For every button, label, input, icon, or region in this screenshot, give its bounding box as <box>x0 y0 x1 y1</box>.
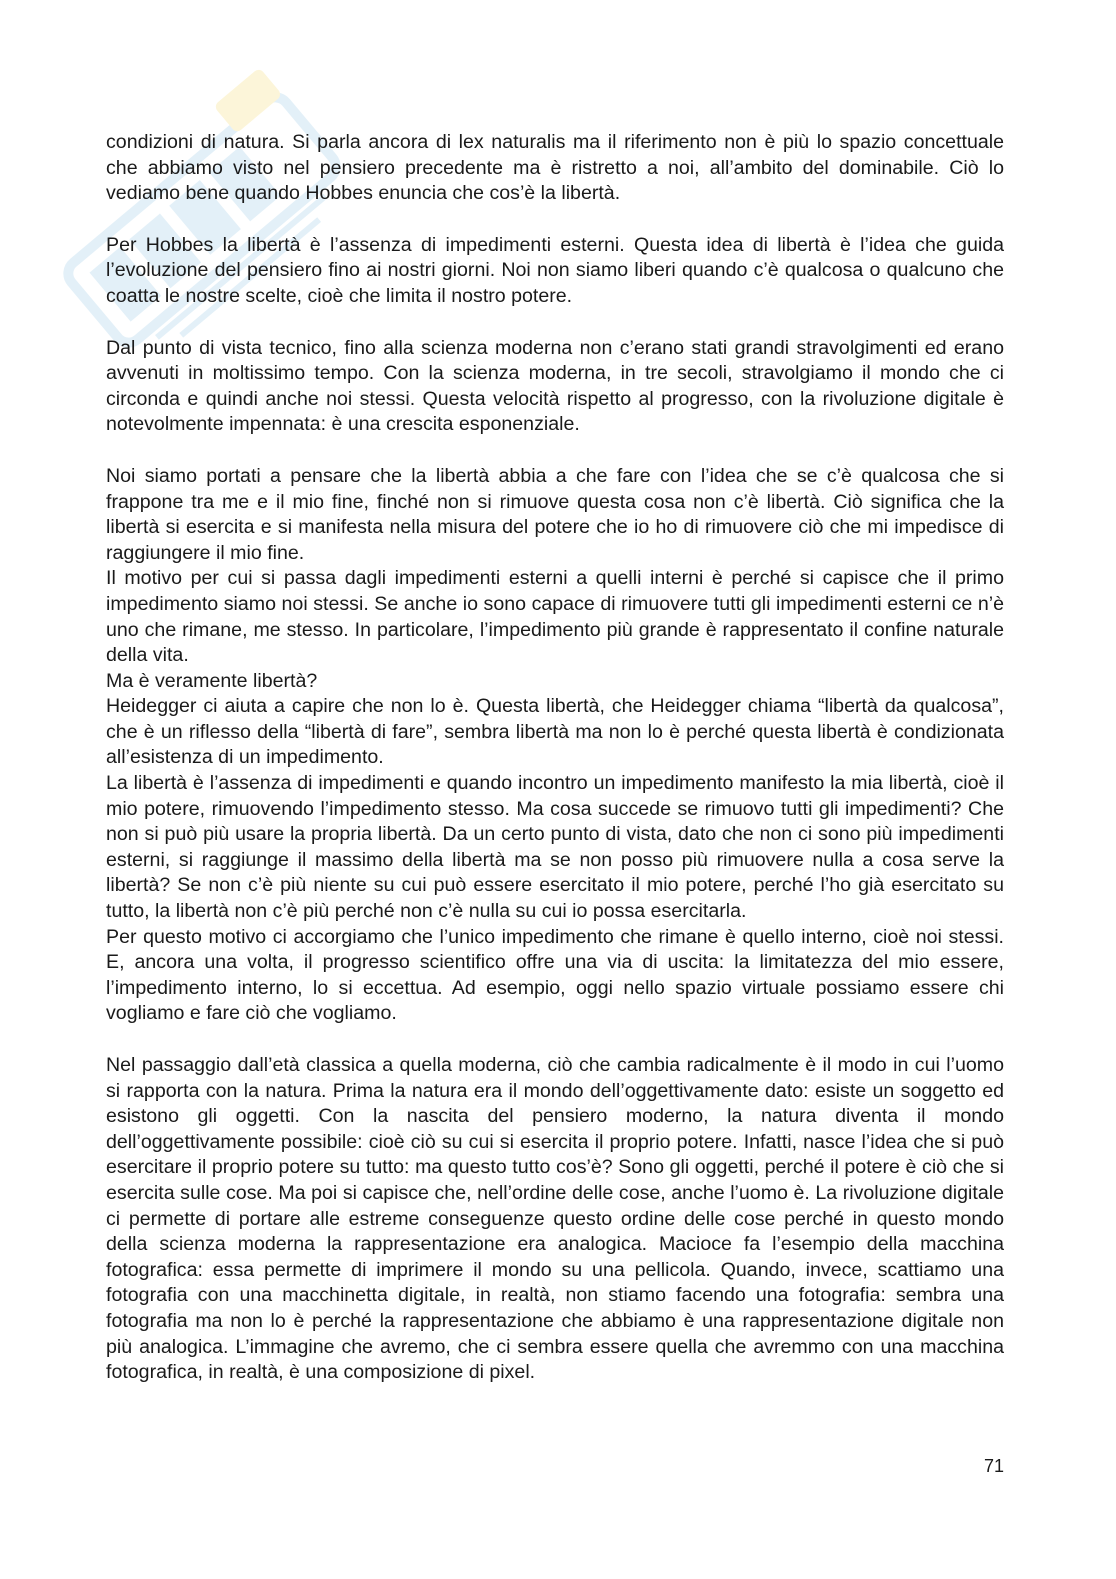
paragraph: Dal punto di vista tecnico, fino alla scienza moderna non c’erano stati grandi stravolgimenti ed erano avvenuti in moltissimo tempo. Con la scienza moderna, in tre secoli, stravolgiamo il mondo che ci circonda e quindi anche noi stessi. Questa velocità rispetto al progresso, con la rivoluzione digitale è notevolmente impennata: è una crescita esponenziale. <box>106 336 1004 436</box>
paragraph: Heidegger ci aiuta a capire che non lo è. Questa libertà, che Heidegger chiama “libertà da qualcosa”, che è un riflesso della “libertà di fare”, sembra libertà ma non lo è perché questa libertà è condizionata all’esistenza di un impedimento. <box>106 695 1004 769</box>
paragraph: Ma è veramente libertà? <box>106 669 318 692</box>
paragraph: Nel passaggio dall’età classica a quella moderna, ciò che cambia radicalmente è il modo in cui l’uomo si rapporta con la natura. Prima la natura era il mondo dell’oggettivamente dato: esiste un soggetto ed esistono gli oggetti. Con la nascita del pensiero moderno, la natura diventa il mondo dell’oggettivamente possibile: cioè ciò su cui si esercita il proprio potere. Infatti, nasce l’idea che si può esercitare il proprio potere su tutto: ma questo tutto cos’è? Sono gli oggetti, perché il potere è ciò che si esercita sulle cose. Ma poi si capisce che, nell’ordine delle cose, anche l’uomo è. La rivoluzione digitale ci permette di portare alle estreme conseguenze questo ordine delle cose perché in questo mondo della scienza moderna la rappresentazione era analogica. Macioce fa l’esempio della macchina fotografica: essa permette di imprimere il mondo su una pellicola. Quando, invece, scattiamo una fotografia con una macchinetta digitale, in realtà, non stiamo facendo una fotografia: sembra una fotografia ma non lo è perché la rappresentazione che abbiamo è una rappresentazione digitale non più analogica. L’immagine che avremo, che ci sembra essere quella che avremmo con una macchina fotografica, in realtà, è una composizione di pixel. <box>106 1054 1004 1384</box>
paragraph: Noi siamo portati a pensare che la libertà abbia a che fare con l’idea che se c’è qualcosa che si frappone tra me e il mio fine, finché non si rimuove questa cosa non c’è libertà. Ciò significa che la libertà si esercita e si manifesta nella misura del potere che io ho di rimuovere ciò che mi impedisce di raggiungere il mio fine. <box>106 464 1004 564</box>
paragraph: Il motivo per cui si passa dagli impedimenti esterni a quelli interni è perché si capisce che il primo impedimento siamo noi stessi. Se anche io sono capace di rimuovere tutti gli impedimenti esterni ce n’è uno che rimane, me stesso. In particolare, l’impedimento più grande è rappresentato il confine naturale della vita. <box>106 567 1004 667</box>
paragraph: condizioni di natura. Si parla ancora di lex naturalis ma il riferimento non è più lo spazio concettuale che abbiamo visto nel pensiero precedente ma è ristretto a noi, all’ambito del dominabile. Ciò lo vediamo bene quando Hobbes enuncia che cos’è la libertà. <box>106 131 1004 205</box>
document-body <box>106 130 1004 1386</box>
paragraph: La libertà è l’assenza di impedimenti e quando incontro un impedimento manifesto la mia libertà, cioè il mio potere, rimuovendo l’impedimento stesso. Ma cosa succede se rimuovo tutti gli impedimenti? Che non si può più usare la propria libertà. Da un certo punto di vista, dato che non ci sono più impedimenti esterni, si raggiunge il massimo della libertà ma se non posso più rimuovere nulla a cosa serve la libertà? Se non c’è più niente su cui può essere esercitato il mio potere, perché l’ho già esercitato su tutto, la libertà non c’è più perché non c’è nulla su cui io possa esercitarla. <box>106 772 1004 923</box>
paragraph: Per Hobbes la libertà è l’assenza di impedimenti esterni. Questa idea di libertà è l’idea che guida l’evoluzione del pensiero fino ai nostri giorni. Noi non siamo liberi quando c’è qualcosa o qualcuno che coatta le nostre scelte, cioè che limita il nostro potere. <box>106 233 1004 307</box>
paragraph: Per questo motivo ci accorgiamo che l’unico impedimento che rimane è quello interno, cioè noi stessi. E, ancora una volta, il progresso scientifico offre una via di uscita: la limitatezza del mio essere, l’impedimento interno, lo si eccettua. Ad esempio, oggi nello spazio virtuale possiamo essere chi vogliamo e fare ciò che vogliamo. <box>106 925 1004 1025</box>
page-number: 71 <box>983 1456 1004 1476</box>
